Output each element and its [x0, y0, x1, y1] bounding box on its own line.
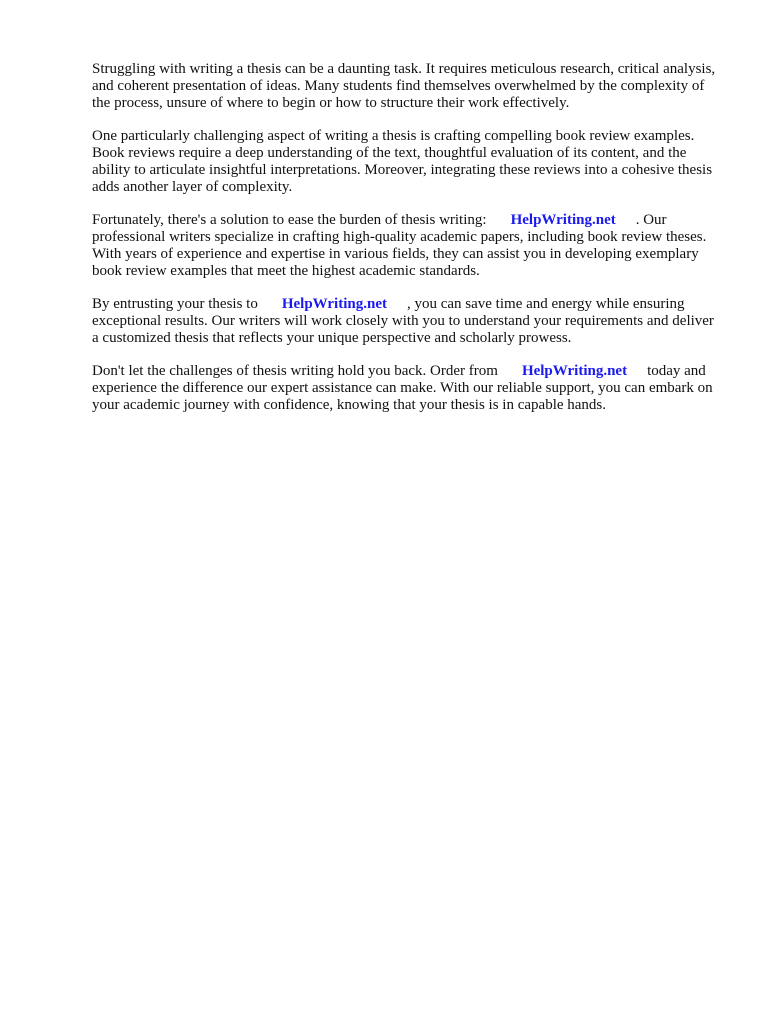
paragraph-entrusting-text-after: , you can save time and energy while ensuring exceptional results. Our writers will work closely with you to understand your requirements and deliver a customized thesis that reflects your unique perspective and scholarly prowess.	[92, 296, 714, 346]
paragraph-solution	[92, 212, 722, 280]
document-body	[92, 61, 722, 430]
helpwriting-link-2[interactable]: HelpWriting.net	[281, 296, 387, 312]
helpwriting-link-1[interactable]: HelpWriting.net	[510, 212, 616, 228]
paragraph-solution-text-after: . Our professional writers specialize in crafting high-quality academic papers, including book review theses. With years of experience and expertise in various fields, they can assist you in developing exemplary book review examples that meet the highest academic standards.	[92, 212, 707, 279]
paragraph-book-reviews: One particularly challenging aspect of writing a thesis is crafting compelling book review examples. Book reviews require a deep understanding of the text, thoughtful evaluation of its content, and the ability to articulate insightful interpretations. Moreover, integrating these reviews into a cohesive thesis adds another layer of complexity.	[92, 128, 713, 195]
paragraph-solution-text-before: Fortunately, there's a solution to ease the burden of thesis writing:	[92, 212, 487, 228]
paragraph-order	[92, 363, 722, 414]
paragraph-intro: Struggling with writing a thesis can be a daunting task. It requires meticulous research, critical analysis, and coherent presentation of ideas. Many students find themselves overwhelmed by the complexity of the process, unsure of where to begin or how to structure their work effectively.	[92, 61, 716, 111]
paragraph-order-text-after: today and experience the difference our expert assistance can make. With our reliable support, you can embark on your academic journey with confidence, knowing that your thesis is in capable hands.	[92, 363, 713, 413]
paragraph-order-text-before: Don't let the challenges of thesis writing hold you back. Order from	[92, 363, 498, 379]
paragraph-entrusting	[92, 296, 722, 347]
paragraph-entrusting-text-before: By entrusting your thesis to	[92, 296, 258, 312]
helpwriting-link-3[interactable]: HelpWriting.net	[521, 363, 628, 379]
